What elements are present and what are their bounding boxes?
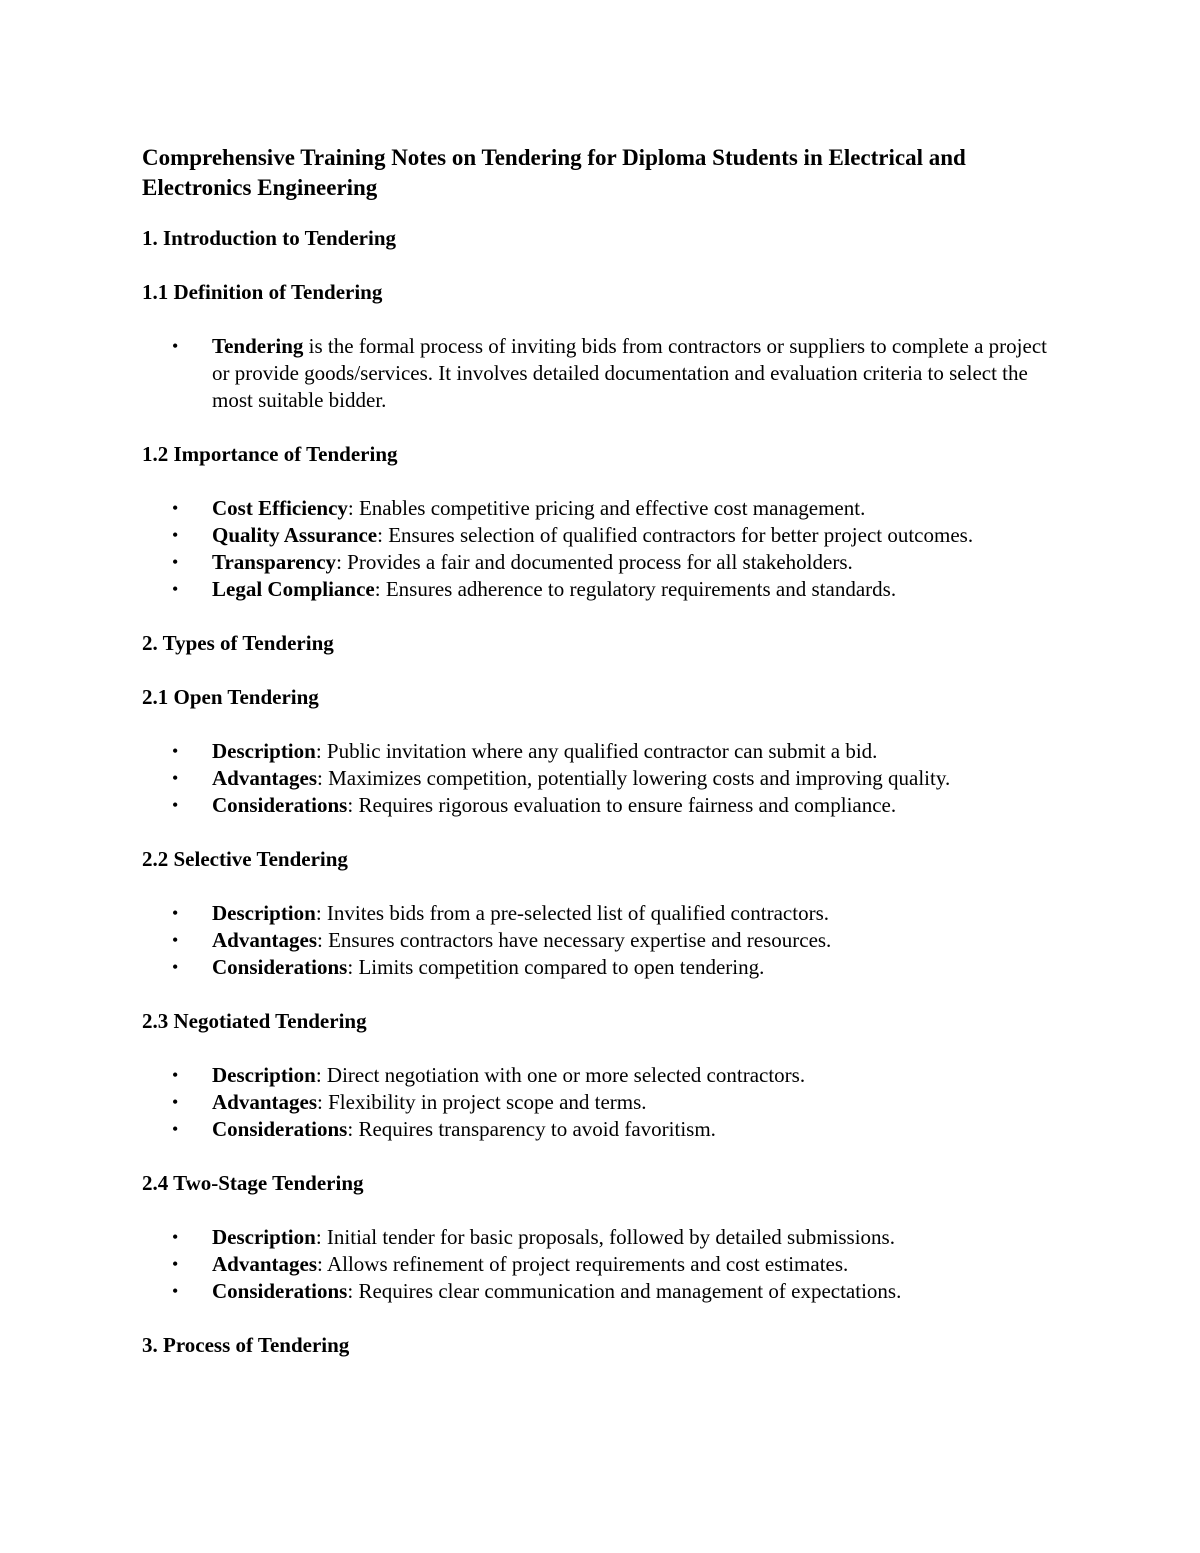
item-term: Legal Compliance [212, 577, 375, 601]
bullet-icon: • [172, 552, 179, 572]
bullet-list [142, 1224, 1062, 1305]
item-text: Flexibility in project scope and terms. [328, 1090, 647, 1114]
bullet-icon: • [172, 768, 179, 788]
section-heading-3: 3. Process of Tendering [142, 1333, 350, 1357]
item-term: Description [212, 1063, 316, 1087]
bullet-icon: • [172, 1227, 179, 1247]
bullet-icon: • [172, 525, 179, 545]
item-text: Public invitation where any qualified contractor can submit a bid. [326, 739, 878, 763]
item-separator: : [374, 577, 386, 601]
bullet-icon: • [172, 1092, 179, 1112]
item-separator: : [336, 550, 348, 574]
bullet-icon: • [172, 336, 179, 356]
list-item [142, 333, 1062, 414]
item-text: Invites bids from a pre-selected list of qualified contractors. [326, 901, 830, 925]
item-separator: : [315, 739, 327, 763]
item-separator: : [347, 955, 359, 979]
bullet-list [142, 495, 1062, 603]
item-separator: : [315, 901, 327, 925]
list-item [142, 792, 1062, 819]
item-term: Quality Assurance [212, 523, 378, 547]
list-item [142, 900, 1062, 927]
list-item [142, 738, 1062, 765]
item-separator: : [317, 928, 329, 952]
bullet-icon: • [172, 498, 179, 518]
item-separator: : [347, 793, 359, 817]
item-term: Description [212, 739, 316, 763]
bullet-list [142, 333, 1062, 414]
section-heading-2-4: 2.4 Two-Stage Tendering [142, 1171, 364, 1195]
item-separator: : [347, 1117, 359, 1141]
item-separator: : [347, 496, 359, 520]
section-heading-2-1: 2.1 Open Tendering [142, 685, 319, 709]
item-term: Advantages [212, 928, 318, 952]
item-term: Considerations [212, 955, 348, 979]
section-heading-2: 2. Types of Tendering [142, 631, 334, 655]
bullet-icon: • [172, 741, 179, 761]
item-text: Ensures selection of qualified contractors for better project outcomes. [388, 523, 974, 547]
item-text: Direct negotiation with one or more selected contractors. [326, 1063, 806, 1087]
item-text: Limits competition compared to open tendering. [358, 955, 765, 979]
item-separator: : [347, 1279, 359, 1303]
item-separator: : [315, 1225, 327, 1249]
bullet-list [142, 738, 1062, 819]
item-term: Description [212, 901, 316, 925]
bullet-icon: • [172, 795, 179, 815]
bullet-icon: • [172, 1065, 179, 1085]
list-item [142, 522, 1062, 549]
item-text: is the formal process of inviting bids from contractors or suppliers to complete a project or provide goods/services. It involves detailed documentation and evaluation criteria to select the most suitable bidder. [212, 334, 1047, 412]
document-page [142, 143, 1062, 1386]
list-item [142, 927, 1062, 954]
item-text: Requires transparency to avoid favoritism. [358, 1117, 716, 1141]
item-separator: : [377, 523, 389, 547]
item-term: Advantages [212, 1252, 318, 1276]
item-text: Enables competitive pricing and effective cost management. [358, 496, 866, 520]
bullet-icon: • [172, 1119, 179, 1139]
item-separator: : [317, 1090, 329, 1114]
item-separator: : [317, 766, 329, 790]
bullet-icon: • [172, 930, 179, 950]
bullet-list [142, 900, 1062, 981]
item-separator: : [315, 1063, 327, 1087]
item-term: Advantages [212, 766, 318, 790]
list-item [142, 765, 1062, 792]
list-item [142, 1062, 1062, 1089]
item-term: Advantages [212, 1090, 318, 1114]
item-text: Allows refinement of project requirements and cost estimates. [326, 1252, 849, 1276]
list-item [142, 1278, 1062, 1305]
item-term: Considerations [212, 793, 348, 817]
item-term: Cost Efficiency [212, 496, 348, 520]
item-text: Ensures contractors have necessary expertise and resources. [328, 928, 832, 952]
section-heading-1-1: 1.1 Definition of Tendering [142, 280, 383, 304]
bullet-list [142, 1062, 1062, 1143]
list-item [142, 954, 1062, 981]
bullet-icon: • [172, 579, 179, 599]
list-item [142, 549, 1062, 576]
list-item [142, 1116, 1062, 1143]
item-separator: : [317, 1252, 327, 1276]
list-item [142, 495, 1062, 522]
bullet-icon: • [172, 903, 179, 923]
section-heading-2-2: 2.2 Selective Tendering [142, 847, 348, 871]
item-text: Provides a fair and documented process for all stakeholders. [347, 550, 853, 574]
item-term: Considerations [212, 1117, 348, 1141]
bullet-icon: • [172, 1254, 179, 1274]
item-text: Initial tender for basic proposals, followed by detailed submissions. [326, 1225, 895, 1249]
list-item [142, 576, 1062, 603]
item-text: Maximizes competition, potentially lowering costs and improving quality. [328, 766, 951, 790]
section-heading-1: 1. Introduction to Tendering [142, 226, 396, 250]
bullet-icon: • [172, 957, 179, 977]
list-item [142, 1224, 1062, 1251]
section-heading-1-2: 1.2 Importance of Tendering [142, 442, 398, 466]
item-term: Tendering [212, 334, 304, 358]
list-item [142, 1251, 1062, 1278]
item-term: Description [212, 1225, 316, 1249]
section-heading-2-3: 2.3 Negotiated Tendering [142, 1009, 367, 1033]
item-text: Requires rigorous evaluation to ensure fairness and compliance. [358, 793, 897, 817]
item-term: Transparency [212, 550, 337, 574]
list-item [142, 1089, 1062, 1116]
document-title: Comprehensive Training Notes on Tendering for Diploma Students in Electrical and Electronics Engineering [142, 145, 966, 200]
item-text: Ensures adherence to regulatory requirements and standards. [385, 577, 897, 601]
bullet-icon: • [172, 1281, 179, 1301]
item-text: Requires clear communication and management of expectations. [358, 1279, 902, 1303]
item-term: Considerations [212, 1279, 348, 1303]
